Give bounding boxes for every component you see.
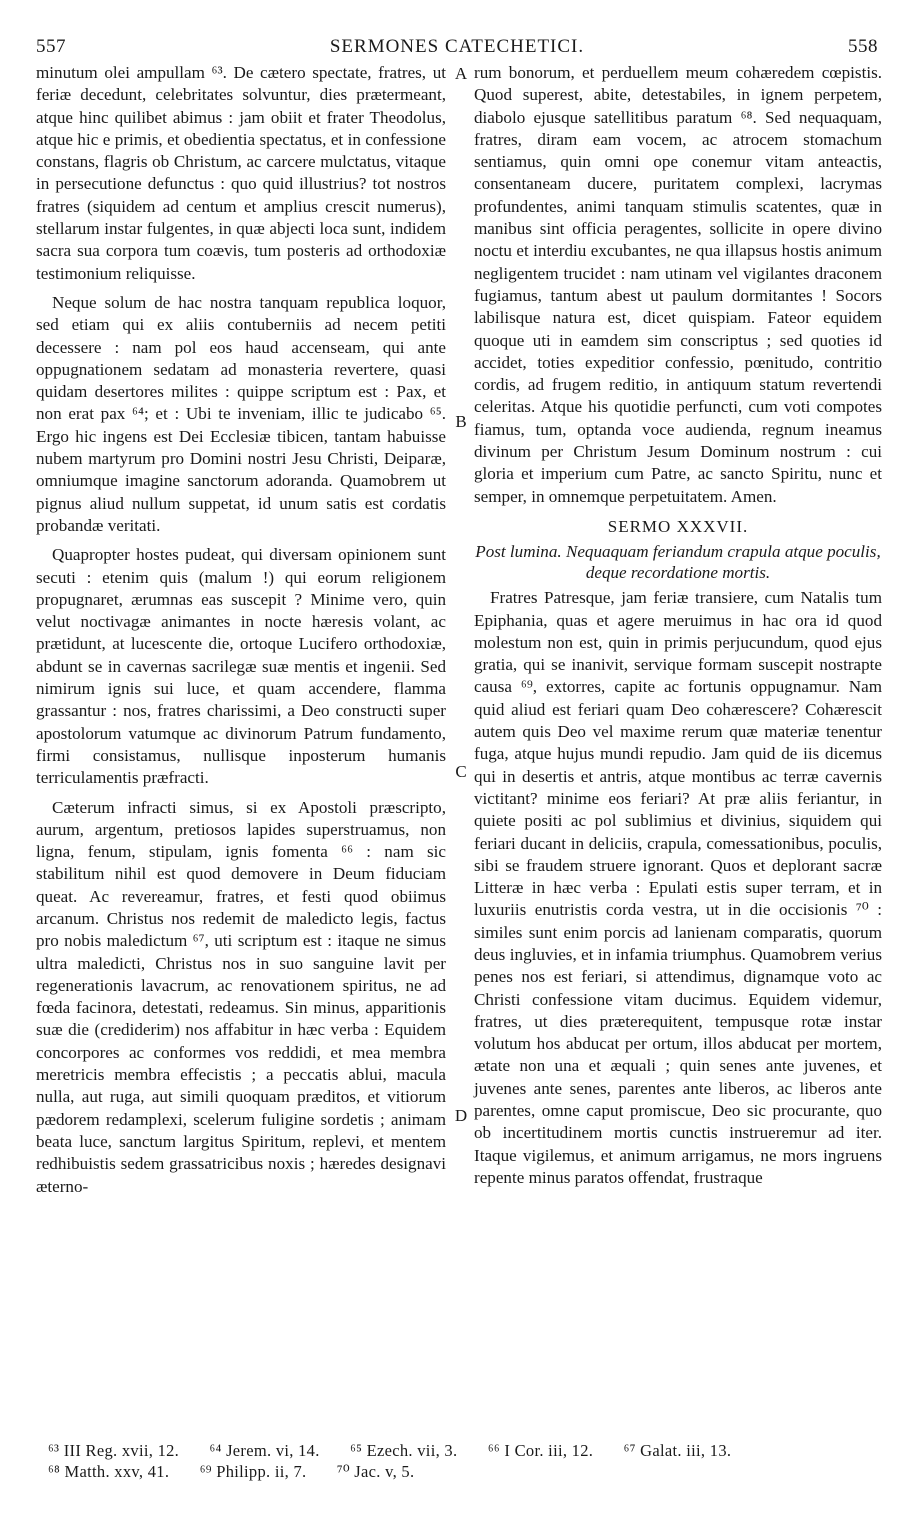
footnote: ⁶⁵ Ezech. vii, 3. <box>350 1441 458 1460</box>
running-title: SERMONES CATECHETICI. <box>329 36 585 57</box>
paragraph: Fratres Patresque, jam feriæ transiere, cum Natalis tum Epiphania, quas et agere meruimus in hac ora id quod molestum non est, quin in primis perjucundum, quod ejus gratia, qui se inanivit, servique formam suscepit nostrapte causa ⁶⁹, extorres, capite ac fortunis oppugnamur. Nam quid aliud est feriari quam Deo cohærescere? Cohærescit autem quis Deo vel maxime rerum quæ materiæ tenentur fuga, atque hujus mundi repudio. Jam quid de iis dicemus qui in desertis et antris, atque montibus ac terræ cavernis victitant? minime eos feriari? At præ aliis feriantur, in quiete positi ac pol sublimius et divinius, siquidem qui feriari ducant in deliciis, crapula, comessationibus, poculis, sibi se fraudem struere ignorant. Quos et deplorant sacræ Litteræ in hæc verba : Epulati estis super terram, et in luxuriis enutristis corda vestra, ut in die occisionis ⁷⁰ : similes sunt enim porcis ad lanienam comparatis, quorum deus ingluvies, et in infamia triumphus. Quamobrem verius penes nos est feriari, si attendimus, dignamque voto ac Christi confessione vitam ducimus. Equidem videmur, fratres, ut dies præterequitent, tempusque rotæ instar volutum hos abducat per ortum, illos abducat per mortem, ætate non una et æquali ; quin senes ante juvenes, et juvenes ante senes, parentes ante liberos, ac liberos ante parentes, omne caput promiscue, Deo sic procurante, quo ob incertitudinem mortis cunctis instrueremur ad iter. Itaque vigilemus, et animum arrigamus, ne mors ingruens repente minus paratos offendat, frustraque <box>474 588 882 1187</box>
footnote-row <box>48 1461 888 1482</box>
page-header <box>36 36 878 62</box>
footnote-row <box>48 1440 888 1461</box>
paragraph: Cæterum infracti simus, si ex Apostoli præscripto, aurum, argentum, pretiosos lapides superstruamus, non ligna, fenum, stipulam, ignis fomenta ⁶⁶ : nam sic stabilitum nihil est quod demovere in Deum fiduciam queat. Ac revereamur, fratres, et festi quod obiimus arcanum. Christus nos redemit de maledicto legis, factus pro nobis maledictum ⁶⁷, uti scriptum est : itaque ne simus ultra maledicti, Christus nos in suo sanguine lavit per regenerationis lavacrum, ac renovationem spiritus, ne ad fœda facinora, detestati, redeamus. Sin minus, apparitionis suæ die (crediderim) nos affabitur in hæc verba : Equidem concorpores ac conformes vos reddidi, et mea membra meretricis membra effecistis ; a peccatis ablui, macula nulla, aut ruga, aut simili quoquam præditos, et vitiorum pædorem redamplexi, scelerum fuligine sordetis ; animam beata luce, sanctum largitus Spiritum, replevi, et mentem redhibuistis sedem grassatricibus noxis ; hæredes designavi æterno- <box>36 797 446 1196</box>
footnotes <box>48 1440 888 1482</box>
page-number-left: 557 <box>36 36 66 57</box>
footnote: ⁷⁰ Jac. v, 5. <box>336 1462 415 1481</box>
paragraph: minutum olei ampullam ⁶³. De cætero spectate, fratres, ut feriæ decedunt, celebritates solvuntur, dies prætermeant, atque hinc quilibet abimus : jam obiit et frater Theodolus, atque hic e primis, et obedientia spectatus, et in confessione constans, flagris ob Christum, ac carcere mulctatus, vitaque in persecutione defunctus : quo quid illustrius? tot nostros fratres (siquidem ad centum et amplius crescit numerus), stellarum instar fulgentes, in quæ abjecti loca sunt, indidem sacra sua corpora tum coævis, tum posteris ad orthodoxiæ testimonium reliquisse. <box>36 63 446 283</box>
right-column <box>474 62 882 1189</box>
footnote: ⁶⁹ Philipp. ii, 7. <box>199 1462 307 1481</box>
margin-marker-c: C <box>455 762 467 781</box>
footnote: ⁶⁸ Matth. xxv, 41. <box>48 1462 170 1481</box>
sermon-subtitle: Post lumina. Nequaquam feriandum crapula atque poculis, deque recordatione mortis. <box>475 542 881 583</box>
paragraph: Quapropter hostes pudeat, qui diversam opinionem sunt secuti : etenim quis (malum !) qui eorum religionem propugnaret, ærumnas eas suscepit ? Minime vero, quin velut noctivagæ animantes in nocte hæresis volant, ac prætidunt, at lucescente die, ortoque Lucifero orthodoxiæ, abdunt se in cavernas sacrilegæ suæ mentis et ingenii. Sed nimirum ignis sui luce, et quam accendere, flamma grassantur : nos, fratres charissimi, a Deo constructi super apostolorum vatumque ac divinorum Patrum fundamento, firmi consistamus, nullisque inposterum humanis terriculamentis præfracti. <box>36 545 446 788</box>
footnote: ⁶⁷ Galat. iii, 13. <box>623 1441 732 1460</box>
footnote: ⁶⁶ I Cor. iii, 12. <box>487 1441 594 1460</box>
margin-marker-b: B <box>455 412 467 431</box>
paragraph: rum bonorum, et perduellem meum cohæredem cœpistis. Quod superest, abite, detestabiles, in ignem perpetem, diabolo ejusque satellitibus paratum ⁶⁸. Sed nequaquam, fratres, diram eam vocem, ac atrocem stomachum sentiamus, quin omni ope conemur vitam anteactis, consentaneam ducere, puritatem complexi, lacrymas profundentes, animi tanquam stimulis scatentes, quæ in manibus sint officia peragentes, sollicite in opere divino noctu et interdiu excubantes, ne qua illapsus hostis animum negligentem trucidet : nam utinam vel vigilantes draconem fugiamus, tantum abest ut paulum dormitantes ! Socors labilisque natura est, dicet quispiam. Fateor equidem quoque uti in eamdem sim conscriptus ; sed quoties id accidet, toties expeditior confessio, pœnitudo, contritio cordis, ad frugem reditio, in antiquum statum revertendi celeritas. Atque his quotidie perfuncti, cum voti compotes fiamus, tum, optanda voce audienda, regnum ineamus divinum per Christum Jesum Dominum nostrum : cui gloria et imperium cum Patre, ac sancto Spiritu, nunc et semper, in omnemque perpetuitatem. Amen. <box>474 63 882 506</box>
page-number-right: 558 <box>848 36 878 57</box>
left-column <box>36 62 446 1198</box>
footnote: ⁶³ III Reg. xvii, 12. <box>48 1441 180 1460</box>
paragraph: Neque solum de hac nostra tanquam republica loquor, sed etiam qui ex aliis contuberniis ad necem petiti decessere : nam pol eos haud accenseam, qui ante oppugnationem sedatam ad monasteria revertere, quasi quidam desertores milites : quippe scriptum est : Pax, et non erat pax ⁶⁴; et : Ubi te inveniam, illic te judicabo ⁶⁵. Ergo hic ingens est Dei Ecclesiæ tibicen, tantam habuisse nubem martyrum pro Domini nostri Jesu Christi, Deiparæ, omniumque imagine sanctorum adoranda. Quamobrem ut pignus aliud nullum suppetat, id unum satis est cordatis probandæ veritati. <box>36 292 446 535</box>
footnote: ⁶⁴ Jerem. vi, 14. <box>209 1441 320 1460</box>
margin-marker-d: D <box>454 1106 468 1125</box>
margin-marker-a: A <box>454 64 468 83</box>
sermon-heading: SERMO XXXVII. <box>607 516 749 536</box>
